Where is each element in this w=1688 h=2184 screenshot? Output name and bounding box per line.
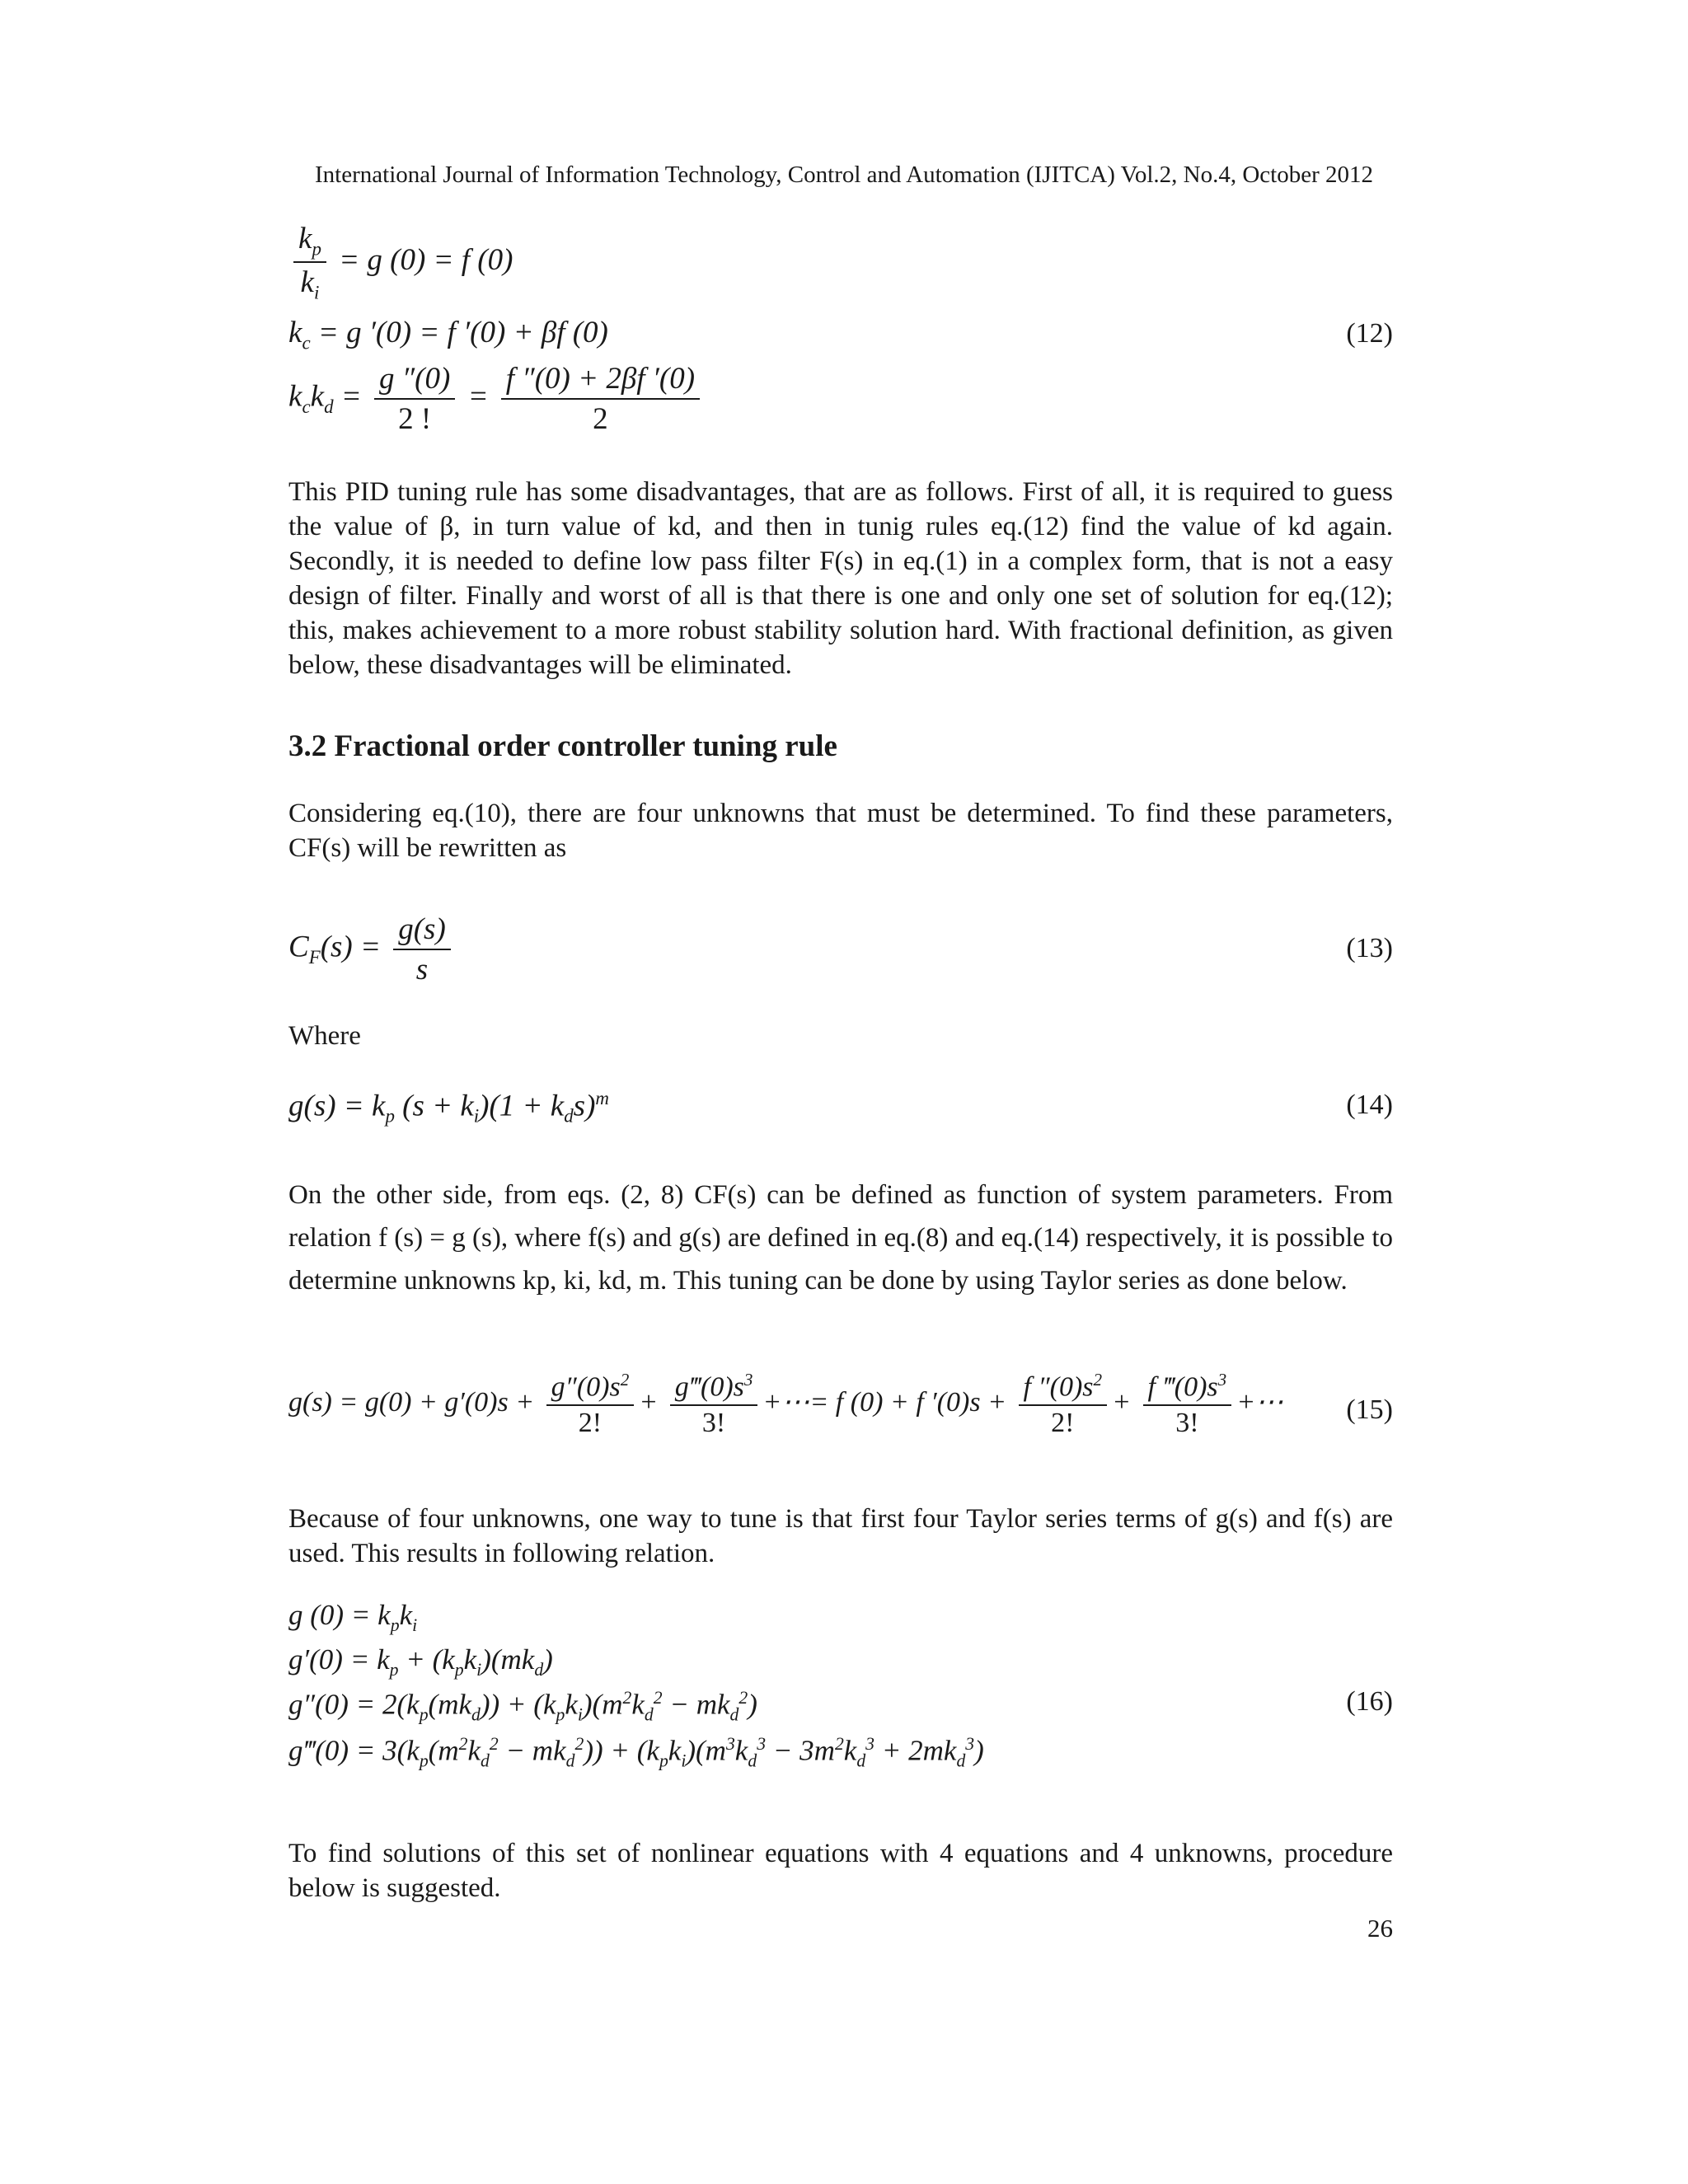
equation-16: g $(0) = k_pk_i$ $g'(0) = k_p + (k_pk_i)(mk_d)$ $g''(0) = 2(k_p(mk_d)) + (k_pk_i)(m^2k_d^2 - mk_d^2)$ g‴(0) = $3(k_p(m^2k_d^2 - mk_d^2)) + (k_pk_i)(m^3k_d^3 - 3m^2k_d^3 + 2mk_d^3)$ (16)	[288, 1599, 1393, 1771]
eq13-number: (13)	[1346, 933, 1393, 963]
page-number: 26	[1367, 1914, 1393, 1943]
section-heading: 3.2 Fractional order controller tuning rule	[288, 729, 837, 763]
paragraph-2: Considering eq.(10), there are four unknowns that must be determined. To find these parameters, CF(s) will be rewritten as	[288, 799, 1393, 863]
paragraph-3: On the other side, from eqs. (2, 8) CF(s) can be defined as function of system parameters. From relation f (s) = g (s), where f(s) and g(s) are defined in eq.(8) and eq.(14) respectively, it is possible to determine unknowns kp, ki, kd, m. This tuning can be done by using Taylor series as done below.	[288, 1180, 1393, 1296]
paragraph-5: To find solutions of this set of nonlinear equations with 4 equations and 4 unknowns, procedure below is suggested.	[288, 1839, 1393, 1903]
equation-14: $g(s) = k_p$ $(s + k_i)(1 + k_ds)^m$ (14)	[288, 1088, 1393, 1127]
equation-15: g(s) = g(0) + g′(0)s + $\frac{g''(0)s^2}{2!}$ + $\frac{g‴(0)s^3}{3!}$ +⋯= f (0) + f ′(0)s + $\frac{f ''(0)s^2}{2!}$ + $\frac{f ‴(0)s^3}{3!}$ +⋯ (15)	[288, 1370, 1393, 1439]
eq12-line3: $k_ck_d$ = $\frac{g ''(0)}{2 !}$ = $\frac{f ''(0) + 2\beta f '(0)}{2}$	[288, 361, 705, 437]
eq14-number: (14)	[1346, 1090, 1393, 1120]
eq12-number: (12)	[1346, 318, 1393, 349]
eq12-line2: $k_c = g$ ′(0) = f ′(0) + βf (0)	[288, 316, 608, 354]
eq16-number: (16)	[1346, 1686, 1393, 1717]
eq15-number: (15)	[1346, 1394, 1393, 1425]
paragraph-4: Because of four unknowns, one way to tune is that first four Taylor series terms of g(s) and f(s) are used. This results in following relation.	[288, 1504, 1393, 1568]
eq12-line1: $\frac{k_p}{k_i}$ = g (0) = f (0)	[288, 221, 513, 304]
equation-12	[288, 221, 1393, 443]
where-label: Where	[288, 1021, 361, 1051]
running-header: International Journal of Information Technology, Control and Automation (IJITCA) Vol.2, No.4, October 2012	[315, 162, 1373, 188]
paragraph-1: This PID tuning rule has some disadvantages, that are as follows. First of all, it is required to guess the value of β, in turn value of kd, and then in tunig rules eq.(12) find the value of kd again. Secondly, it is needed to define low pass filter F(s) in eq.(1) in a complex form, that is not a easy design of filter. Finally and worst of all is that there is one and only one set of solution for eq.(12); this, makes achievement to a more robust stability solution hard. With fractional definition, as given below, these disadvantages will be eliminated.	[288, 477, 1393, 680]
equation-13: $C_F(s)$ = $\frac{g(s)}{s}$ (13)	[288, 912, 1393, 987]
